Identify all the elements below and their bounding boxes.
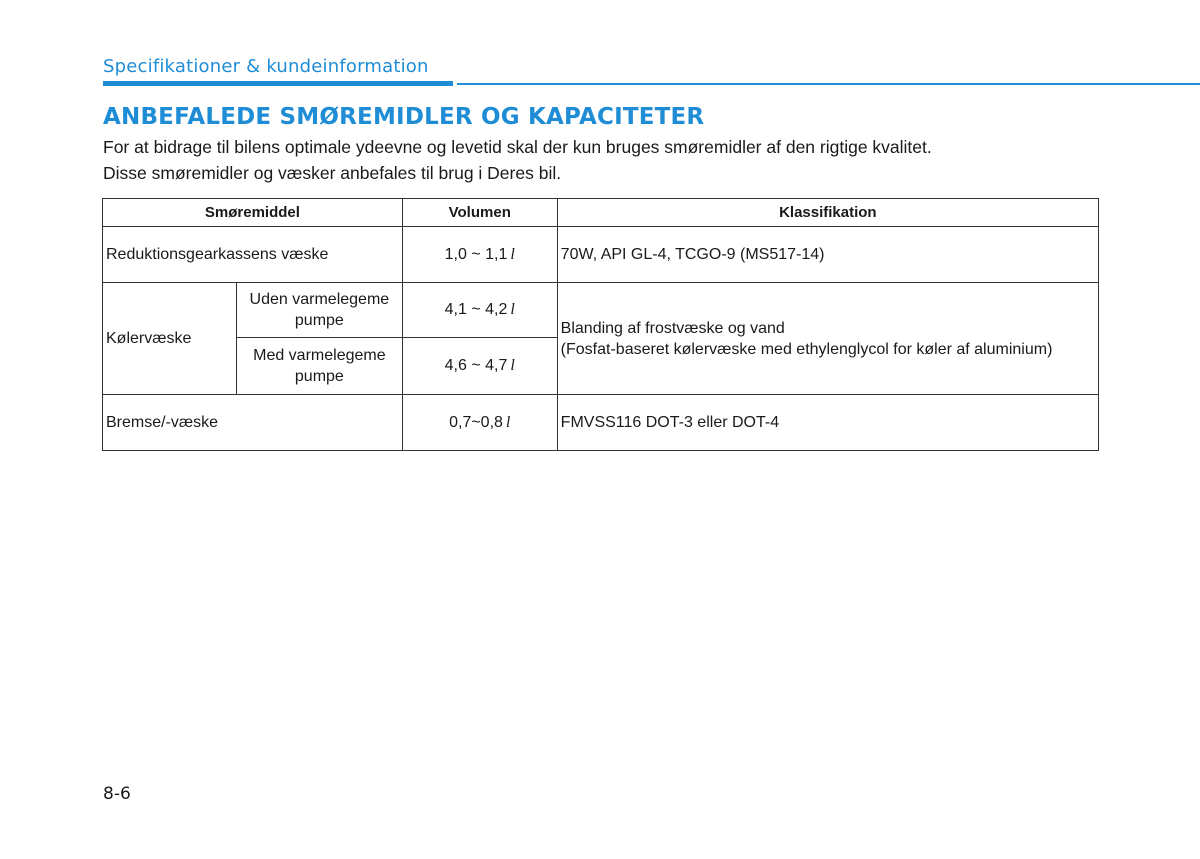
- volume-value: 0,7~0,8: [449, 413, 503, 431]
- table-header-row: [103, 199, 1099, 227]
- table-row: [103, 283, 1099, 338]
- volume-unit: l: [510, 245, 515, 263]
- cell-volume: [402, 338, 557, 395]
- header-rule-thick: [103, 81, 453, 86]
- page-number: 8-6: [103, 784, 131, 804]
- header-rule-thin: [457, 83, 1200, 85]
- classification-line-2: (Fosfat-baseret kølervæske med ethylenglycol for køler af aluminium): [560, 340, 1053, 358]
- lubricant-table: [102, 198, 1099, 451]
- table-row: [103, 395, 1099, 451]
- cell-subtype: Med varmelegeme pumpe: [236, 338, 402, 395]
- volume-unit: l: [505, 413, 511, 431]
- table-row: [103, 227, 1099, 283]
- intro-line-1: For at bidrage til bilens optimale ydeevne og levetid skal der kun bruges smøremidler af den rigtige kvalitet.: [103, 137, 932, 157]
- header-volume: Volumen: [402, 199, 557, 227]
- cell-volume: [402, 227, 557, 283]
- volume-value: 1,0 ~ 1,1: [444, 245, 508, 263]
- volume-unit: l: [510, 357, 515, 374]
- cell-volume: [402, 395, 557, 451]
- header-lubricant: Smøremiddel: [103, 199, 403, 227]
- intro-text: [103, 134, 932, 186]
- classification-line-1: Blanding af frostvæske og vand: [560, 319, 785, 337]
- cell-name: Reduktionsgearkassens væske: [103, 227, 403, 283]
- volume-value: 4,6 ~ 4,7: [444, 357, 508, 374]
- header-classification: Klassifikation: [557, 199, 1098, 227]
- cell-subtype: Uden varmelegeme pumpe: [236, 283, 402, 338]
- cell-name: Kølervæske: [103, 283, 237, 395]
- page-title: ANBEFALEDE SMØREMIDLER OG KAPACITETER: [103, 104, 705, 130]
- cell-classification: FMVSS116 DOT-3 eller DOT-4: [557, 395, 1098, 451]
- volume-unit: l: [510, 301, 515, 318]
- cell-classification: 70W, API GL-4, TCGO-9 (MS517-14): [557, 227, 1098, 283]
- cell-volume: [402, 283, 557, 338]
- section-header: Specifikationer & kundeinformation: [103, 56, 429, 77]
- cell-name: Bremse/-væske: [103, 395, 403, 451]
- volume-value: 4,1 ~ 4,2: [444, 301, 508, 318]
- intro-line-2: Disse smøremidler og væsker anbefales til brug i Deres bil.: [103, 163, 562, 183]
- cell-classification: [557, 283, 1098, 395]
